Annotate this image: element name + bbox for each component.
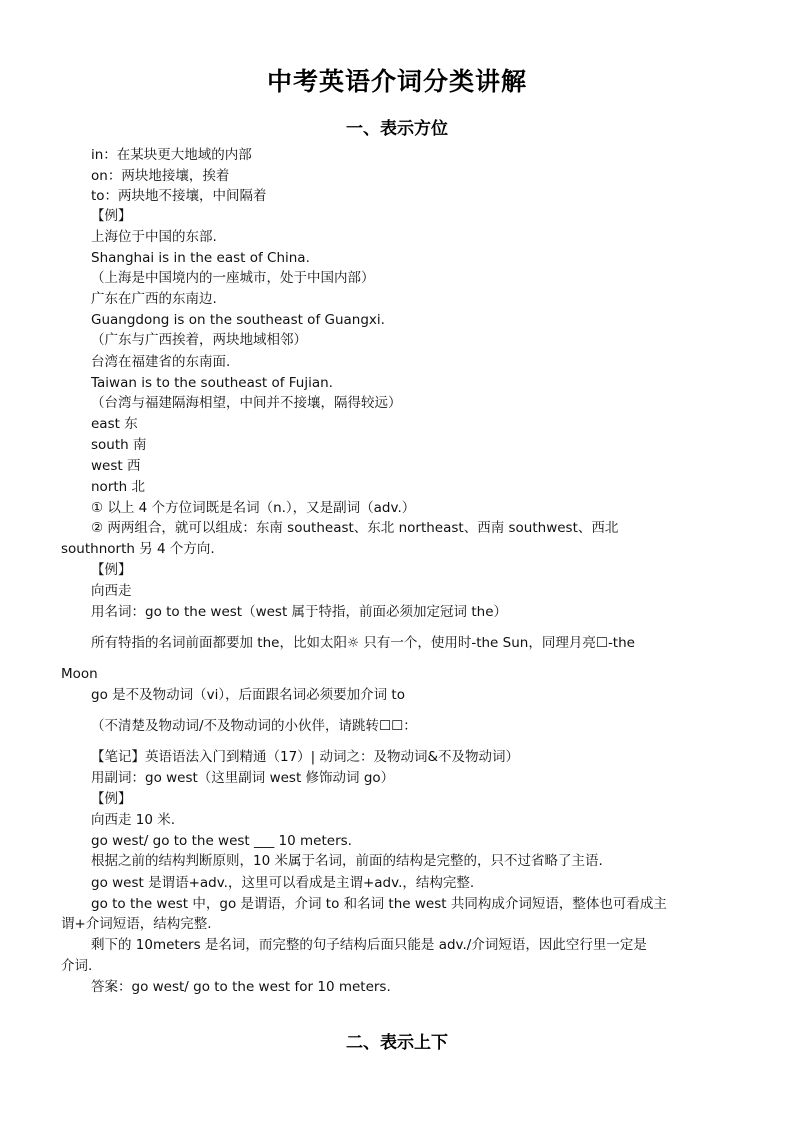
text-line: to：两块地不接壤，中间隔着 xyxy=(91,188,267,204)
text-line: （不清楚及物动词/不及物动词的小伙伴，请跳转☐☐： xyxy=(91,718,417,734)
vocab-item: south 南 xyxy=(91,437,147,453)
answer-line: 答案：go west/ go to the west for 10 meters. xyxy=(91,979,391,995)
text-line: Moon xyxy=(61,666,98,682)
text-line: （广东与广西挨着，两块地域相邻） xyxy=(91,332,307,348)
english-sentence: Taiwan is to the southeast of Fujian. xyxy=(91,375,333,391)
numbered-note: ① 以上 4 个方位词既是名词（n.），又是副词（adv.） xyxy=(91,500,416,516)
text-line: （台湾与福建隔海相望，中间并不接壤，隔得较远） xyxy=(91,395,402,411)
note-reference: 【笔记】英语语法入门到精通（17）| 动词之：及物动词&不及物动词） xyxy=(91,749,520,765)
text-line: go west 是谓语+adv.，这里可以看成是主谓+adv.，结构完整. xyxy=(91,875,475,891)
text-line: go 是不及物动词（vi），后面跟名词必须要加介词 to xyxy=(91,687,405,703)
text-line: 向西走 10 米. xyxy=(91,812,176,828)
example-marker: 【例】 xyxy=(91,208,132,224)
text-line: on：两块地接壤，挨着 xyxy=(91,168,230,184)
vocab-item: east 东 xyxy=(91,416,138,432)
english-sentence: go west/ go to the west ___ 10 meters. xyxy=(91,833,352,849)
text-line: （上海是中国境内的一座城市，处于中国内部） xyxy=(91,270,375,286)
text-line: 根据之前的结构判断原则，10 米属于名词，前面的结构是完整的，只不过省略了主语. xyxy=(91,853,603,869)
text-line: 剩下的 10meters 是名词，而完整的句子结构后面只能是 adv./介词短语，因此空行里一定是 xyxy=(91,937,647,953)
example-marker: 【例】 xyxy=(91,791,132,807)
example-marker: 【例】 xyxy=(91,562,132,578)
text-line: go to the west 中，go 是谓语，介词 to 和名词 the west 共同构成介词短语，整体也可看成主 xyxy=(91,896,667,912)
english-sentence: Shanghai is in the east of China. xyxy=(91,250,310,266)
page-title: 中考英语介词分类讲解 xyxy=(266,67,527,96)
text-line: 所有特指的名词前面都要加 the，比如太阳☼ 只有一个，使用时-the Sun，同理月亮☐-the xyxy=(91,635,635,651)
text-line: southnorth 另 4 个方向. xyxy=(61,541,215,557)
text-line: 用名词：go to the west（west 属于特指，前面必须加定冠词 the） xyxy=(91,604,507,620)
text-line: 向西走 xyxy=(91,583,132,599)
section-heading-up-down: 二、表示上下 xyxy=(346,1033,448,1053)
vocab-item: north 北 xyxy=(91,479,146,495)
numbered-note: ② 两两组合，就可以组成：东南 southeast、东北 northeast、西南 southwest、西北 xyxy=(91,520,619,536)
text-line: 上海位于中国的东部. xyxy=(91,229,217,245)
text-line: 台湾在福建省的东南面. xyxy=(91,354,231,370)
english-sentence: Guangdong is on the southeast of Guangxi. xyxy=(91,312,385,328)
text-line: 介词. xyxy=(61,958,93,974)
vocab-item: west 西 xyxy=(91,458,141,474)
text-line: 谓+介词短语，结构完整. xyxy=(61,916,212,932)
section-heading-direction: 一、表示方位 xyxy=(346,119,448,139)
text-line: 广东在广西的东南边. xyxy=(91,291,217,307)
text-line: in：在某块更大地域的内部 xyxy=(91,147,252,163)
text-line: 用副词：go west（这里副词 west 修饰动词 go） xyxy=(91,770,395,786)
